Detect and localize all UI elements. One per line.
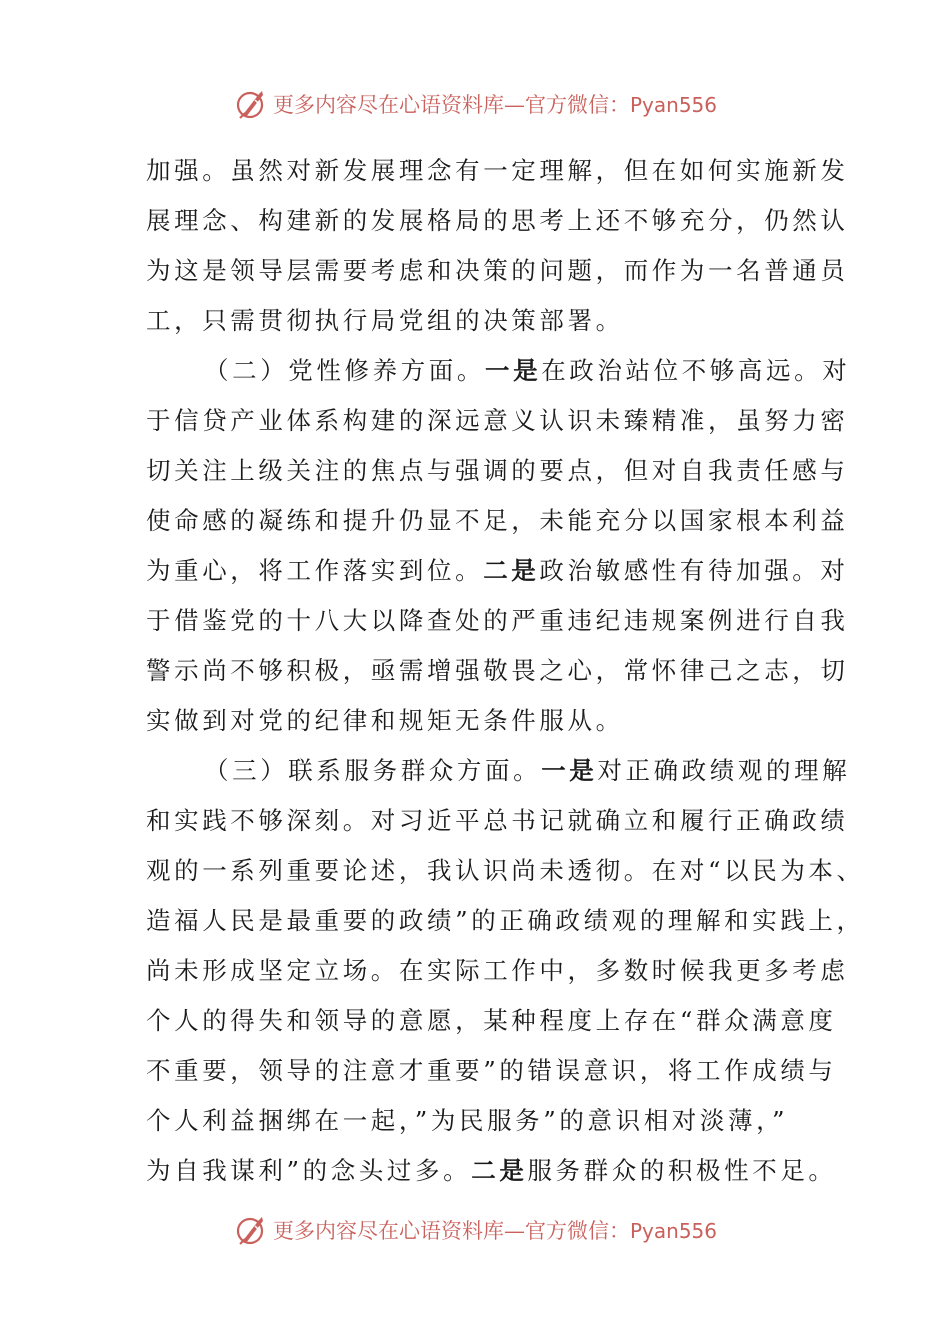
text-segment: 于借鉴党的十八大以降查处的严重违纪违规案例进行自我 [146, 606, 849, 635]
bold-marker: 一是 [485, 356, 542, 385]
text-line [146, 1096, 806, 1146]
text-line [146, 1046, 837, 1096]
watermark-wechat-id: Pyan556 [629, 93, 717, 117]
text-segment: 实做到对党的纪律和规矩无条件服从。 [146, 706, 624, 735]
bold-marker: 二是 [471, 1156, 528, 1185]
text-segment: 于信贷产业体系构建的深远意义认识未臻精准，虽努力密 [146, 406, 849, 435]
text-line [146, 196, 849, 246]
text-line [146, 596, 849, 646]
text-segment: 切关注上级关注的焦点与强调的要点，但对自我责任感与 [146, 456, 849, 485]
text-segment: 不重要，领导的注意才重要”的错误意识，将工作成绩与 [146, 1056, 837, 1085]
header-watermark [0, 84, 950, 124]
text-segment: 警示尚不够积极，亟需增强敬畏之心，常怀律己之志，切 [146, 656, 849, 685]
text-segment: 政治敏感性有待加强。对 [539, 556, 849, 585]
text-segment: 在政治站位不够高远。对 [541, 356, 851, 385]
text-segment: （二）党性修养方面。 [204, 356, 485, 385]
text-segment: 个人利益捆绑在一起，”为民服务”的意识相对淡薄，” [146, 1106, 789, 1135]
text-line [146, 646, 849, 696]
text-segment: （三）联系服务群众方面。 [204, 756, 542, 785]
text-segment: 展理念、构建新的发展格局的思考上还不够充分，仍然认 [146, 206, 849, 235]
text-line [146, 696, 806, 746]
text-line [146, 446, 849, 496]
text-line [146, 296, 806, 346]
text-line [146, 396, 849, 446]
text-line [146, 946, 849, 996]
text-line [146, 246, 849, 296]
text-line [146, 846, 865, 896]
bold-marker: 二是 [483, 556, 540, 585]
quill-logo-icon [233, 1212, 269, 1248]
text-segment: 观的一系列重要论述，我认识尚未透彻。在对“以民为本、 [146, 856, 865, 885]
text-segment: 工，只需贯彻执行局党组的决策部署。 [146, 306, 624, 335]
text-line [146, 496, 849, 546]
watermark-text: 更多内容尽在心语资料库—官方微信：Pyan556 [272, 93, 717, 117]
text-segment: 服务群众的积极性不足。 [527, 1156, 837, 1185]
text-segment: 为重心，将工作落实到位。 [146, 556, 484, 585]
text-line [146, 896, 865, 946]
text-segment: 造福人民是最重要的政绩”的正确政绩观的理解和实践上， [146, 906, 865, 935]
text-segment: 为自我谋利”的念头过多。 [146, 1156, 472, 1185]
text-segment: 和实践不够深刻。对习近平总书记就确立和履行正确政绩 [146, 806, 849, 835]
text-line [146, 996, 837, 1046]
text-segment: 为这是领导层需要考虑和决策的问题，而作为一名普通员 [146, 256, 849, 285]
text-line [146, 146, 849, 196]
document-body [146, 146, 865, 1196]
text-line [146, 746, 851, 796]
bold-marker: 一是 [541, 756, 598, 785]
text-line [146, 546, 849, 596]
footer-watermark [0, 1210, 950, 1250]
quill-logo-icon [233, 86, 269, 122]
text-line [146, 346, 851, 396]
text-segment: 对正确政绩观的理解 [597, 756, 851, 785]
watermark-wechat-id: Pyan556 [629, 1219, 717, 1243]
text-segment: 使命感的凝练和提升仍显不足，未能充分以国家根本利益 [146, 506, 849, 535]
text-line [146, 796, 849, 846]
text-line [146, 1146, 837, 1196]
text-segment: 加强。虽然对新发展理念有一定理解，但在如何实施新发 [146, 156, 849, 185]
text-segment: 尚未形成坚定立场。在实际工作中，多数时候我更多考虑 [146, 956, 849, 985]
text-segment: 个人的得失和领导的意愿，某种程度上存在“群众满意度 [146, 1006, 837, 1035]
watermark-text: 更多内容尽在心语资料库—官方微信：Pyan556 [272, 1219, 717, 1243]
